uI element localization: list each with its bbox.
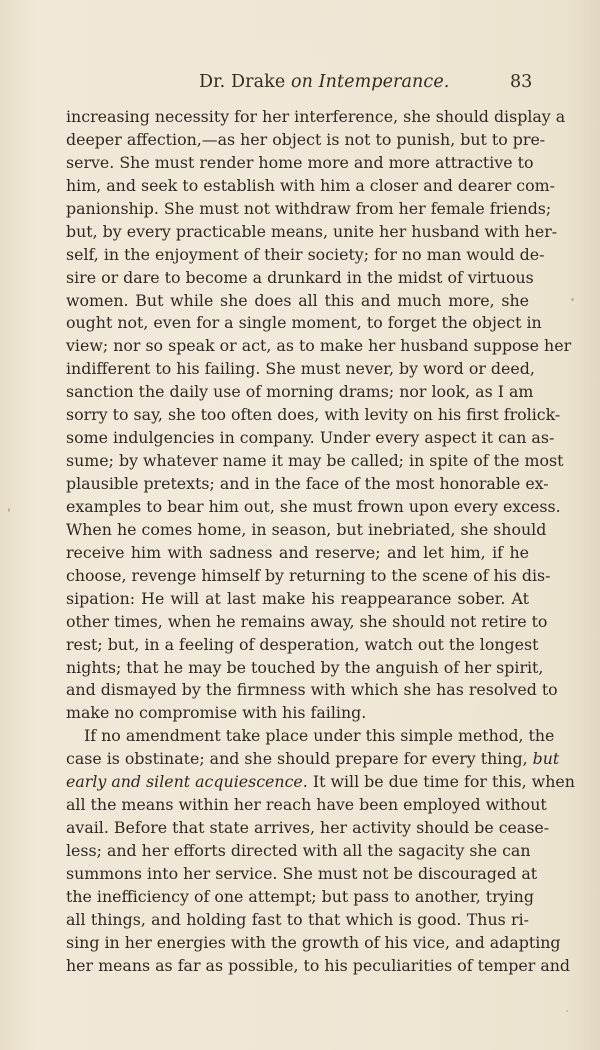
text-line: but, by every practicable means, unite her husband with her- (66, 221, 558, 241)
text-line: rest; but, in a feeling of desperation, watch out the longest (66, 634, 539, 654)
text-line: sire or dare to become a drunkard in the midst of virtuous (66, 267, 534, 287)
text-line: him, and seek to establish with him a closer and dearer com- (66, 175, 555, 195)
text-line: serve. She must render home more and more attractive to (66, 152, 534, 172)
text-line: sanction the daily use of morning drams; nor look, as I am (66, 382, 534, 402)
page-number: 83 (510, 72, 533, 92)
text-line: plausible pretexts; and in the face of the most honorable ex- (66, 474, 549, 493)
italic-phrase: but (532, 749, 560, 769)
text-line: all things, and holding fast to that which is good. Thus ri- (66, 909, 529, 929)
text-line: view; nor so speak or act, as to make her husband suppose her (66, 336, 572, 356)
text-line-paragraph-start: If no amendment take place under this simple method, the (84, 726, 555, 746)
paper-speck (8, 508, 10, 512)
text-line: and dismayed by the firmness with which she has resolved to (66, 680, 558, 700)
text-line: sume; by whatever name it may be called; in spite of the most (66, 451, 564, 471)
text-line: examples to bear him out, she must frown upon every excess. (66, 496, 561, 516)
text-line-roman: It will be due time for this, when (312, 772, 575, 792)
paper-speck (571, 298, 574, 301)
running-head (199, 72, 449, 92)
text-line: ought not, even for a single moment, to forget the object in (66, 313, 542, 333)
text-line: increasing necessity for her interference, she should display a (66, 107, 566, 126)
text-line: other times, when he remains away, she should not retire to (66, 611, 548, 631)
text-line: make no compromise with his failing. (66, 703, 367, 723)
text-line: sipation: He will at last make his reappearance sober. At (66, 588, 529, 608)
text-line-with-italic (66, 771, 575, 794)
body-text (66, 106, 575, 978)
running-head-author: Dr. Drake (199, 72, 291, 92)
text-line-with-italic (66, 748, 560, 771)
text-line: deeper affection,—as her object is not to punish, but to pre- (66, 129, 546, 149)
text-line: panionship. She must not withdraw from her female friends; (66, 198, 552, 218)
text-line: summons into her service. She must not be discouraged at (66, 863, 538, 883)
text-line: some indulgencies in company. Under every aspect it can as- (66, 428, 555, 448)
text-line: avail. Before that state arrives, her activity should be cease- (66, 818, 550, 838)
text-line: self, in the enjoyment of their society; for no man would de- (66, 244, 545, 264)
text-line-roman: case is obstinate; and she should prepare for every thing, (66, 749, 533, 769)
text-line: women. But while she does all this and much more, she (66, 290, 529, 310)
text-line: sorry to say, she too often does, with levity on his first frolick- (66, 405, 561, 425)
text-line: indifferent to his failing. She must never, by word or deed, (66, 359, 535, 379)
text-line: nights; that he may be touched by the anguish of her spirit, (66, 657, 544, 677)
paper-speck (566, 1010, 568, 1012)
text-line: When he comes home, in season, but inebriated, she should (66, 519, 547, 539)
text-line: the inefficiency of one attempt; but pass to another, trying (66, 886, 534, 906)
text-line: choose, revenge himself by returning to the scene of his dis- (66, 565, 551, 585)
text-line: her means as far as possible, to his peculiarities of temper and (66, 955, 571, 975)
italic-phrase: early and silent acquiescence. (66, 772, 308, 792)
text-line: receive him with sadness and reserve; and let him, if he (66, 542, 529, 562)
text-line: all the means within her reach have been employed without (66, 795, 547, 815)
page-header (0, 72, 600, 96)
running-head-title: on Intemperance. (290, 72, 450, 92)
text-line: less; and her efforts directed with all the sagacity she can (66, 841, 531, 860)
text-line: sing in her energies with the growth of his vice, and adapting (66, 932, 561, 952)
